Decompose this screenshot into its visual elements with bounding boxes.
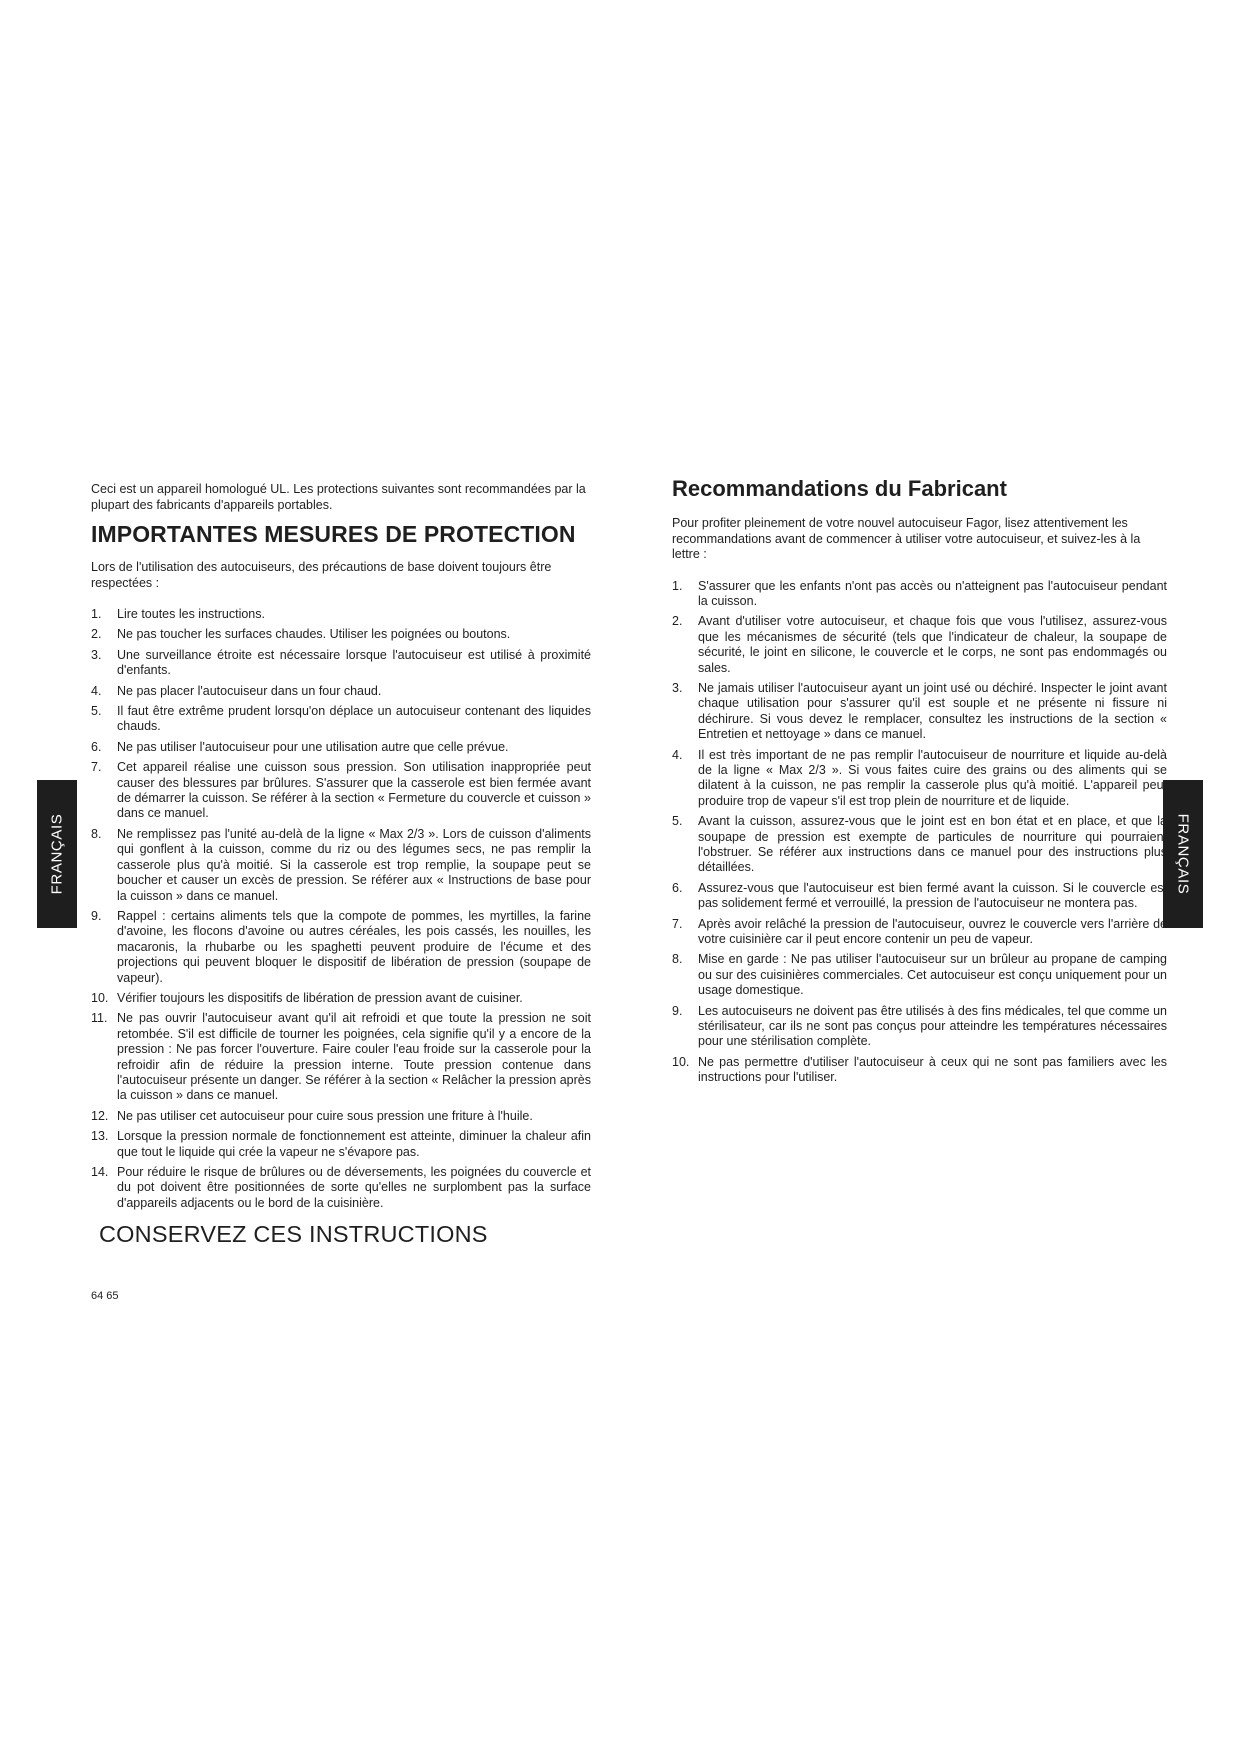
list-item-text: Cet appareil réalise une cuisson sous pression. Son utilisation inappropriée peut causer des blessures par brûlures. S'assurer que la casserole est bien fermée avant de démarrer la cuisson. Se référer à la section « Fermeture du couvercle et cuisson » dans ce manuel. xyxy=(117,760,591,821)
language-tab-label: FRANÇAIS xyxy=(1174,813,1192,895)
list-item xyxy=(91,760,591,822)
safeguards-list xyxy=(91,607,591,1211)
list-item-text: Ne pas placer l'autocuiseur dans un four chaud. xyxy=(117,683,382,698)
list-item xyxy=(91,648,591,679)
list-item xyxy=(672,917,1167,948)
list-item-number: 9. xyxy=(91,908,102,923)
list-item-text: Lire toutes les instructions. xyxy=(117,607,265,621)
list-item-text: Ne pas utiliser l'autocuiseur pour une utilisation autre que celle prévue. xyxy=(117,739,509,754)
list-item xyxy=(91,1129,591,1160)
save-instructions-heading: CONSERVEZ CES INSTRUCTIONS xyxy=(99,1221,488,1248)
list-item-text: Rappel : certains aliments tels que la compote de pommes, les myrtilles, la farine d'avoine, les flocons d'avoine ou autres céréales, les pois cassés, les nouilles, les macaronis, la rhubarbe ou les spaghetti peuvent produire de l'écume et des projections qui peuvent bloquer le dispositif de libération de pression (soupape de vapeur). xyxy=(117,908,591,985)
list-item-number: 1. xyxy=(672,578,683,593)
list-item-text: Avant la cuisson, assurez-vous que le joint est en bon état et en place, et que la soupape de pression est exempte de particules de nourriture qui pourraient l'obstruer. Se référer aux instructions dans ce manuel pour des instructions plus détaillées. xyxy=(698,814,1167,875)
list-item-number: 10. xyxy=(672,1054,690,1069)
ul-notice: Ceci est un appareil homologué UL. Les protections suivantes sont recommandées par la plupart des fabricants d'appareils portables. xyxy=(91,482,586,512)
list-item-text: Ne pas toucher les surfaces chaudes. Utiliser les poignées ou boutons. xyxy=(117,627,511,642)
list-item xyxy=(672,681,1167,743)
list-item xyxy=(672,1055,1167,1086)
list-item-text: Les autocuiseurs ne doivent pas être utilisés à des fins médicales, tel que comme un stérilisateur, car ils ne sont pas conçus pour atteindre les températures nécessaires pour une stérilisation complète. xyxy=(698,1003,1168,1049)
list-item-number: 1. xyxy=(91,607,102,621)
list-item-number: 2. xyxy=(91,627,102,642)
list-item-text: Pour réduire le risque de brûlures ou de déversements, les poignées du couvercle et du pot doivent être positionnées de sorte qu'elles ne surplombent pas la surface d'appareils adjacents ou le bord de la cuisinière. xyxy=(117,1165,591,1210)
list-item xyxy=(91,607,591,622)
list-item-number: 4. xyxy=(672,747,683,762)
list-item xyxy=(672,952,1167,998)
safeguards-heading: IMPORTANTES MESURES DE PROTECTION xyxy=(91,521,576,547)
list-item-number: 8. xyxy=(672,952,683,967)
list-item-number: 10. xyxy=(91,990,109,1005)
list-item xyxy=(91,1109,591,1124)
list-item-number: 5. xyxy=(91,704,102,719)
list-item-number: 11. xyxy=(91,1011,108,1026)
list-item xyxy=(672,814,1167,876)
page-numbers: 64 65 xyxy=(91,1290,119,1302)
language-tab-label: FRANÇAIS xyxy=(48,813,66,895)
list-item-text: Ne jamais utiliser l'autocuiseur ayant un joint usé ou déchiré. Inspecter le joint avant chaque utilisation pour s'assurer qu'il est souple et ne présente ni fissure ni déchirure. Si vous devez le remplacer, consultez les instructions de la section « Entretien et nettoyage » dans ce manuel. xyxy=(698,680,1167,742)
list-item-text: Lorsque la pression normale de fonctionnement est atteinte, diminuer la chaleur afin que tout le liquide qui crée la vapeur ne s'évapore pas. xyxy=(117,1129,591,1159)
list-item-number: 14. xyxy=(91,1165,109,1179)
list-item xyxy=(91,704,591,735)
list-item-number: 3. xyxy=(91,647,102,662)
list-item-number: 5. xyxy=(672,814,683,829)
list-item xyxy=(91,684,591,699)
list-item-number: 3. xyxy=(672,680,683,695)
list-item xyxy=(672,748,1167,810)
recommendations-list xyxy=(672,579,1167,1086)
list-item-number: 4. xyxy=(91,683,102,698)
list-item-text: Vérifier toujours les dispositifs de libération de pression avant de cuisiner. xyxy=(117,990,523,1005)
list-item-text: Ne pas utiliser cet autocuiseur pour cuire sous pression une friture à l'huile. xyxy=(117,1108,533,1123)
list-item-number: 9. xyxy=(672,1003,683,1018)
language-tab-right xyxy=(1163,780,1203,928)
list-item-text: Ne remplissez pas l'unité au-delà de la ligne « Max 2/3 ». Lors de cuisson d'aliments qui gonflent à la cuisson, comme du riz ou des légumes secs, ne pas remplir la casserole plus qu'à moitié. Si la casserole est trop remplie, la soupape peut se boucher et causer un excès de pression. Se référer aux « Instructions de base pour la cuisson » dans ce manuel. xyxy=(117,826,591,903)
safeguards-lead: Lors de l'utilisation des autocuiseurs, des précautions de base doivent toujours être respectées : xyxy=(91,560,552,590)
list-item-number: 2. xyxy=(672,614,683,629)
list-item xyxy=(91,740,591,755)
list-item-text: Avant d'utiliser votre autocuiseur, et chaque fois que vous l'utilisez, assurez-vous que les mécanismes de sécurité (tels que l'indicateur de chaleur, la soupape de sécurité, le joint en silicone, le couvercle et le corps, ne sont pas endommagés ou sales. xyxy=(698,614,1167,675)
list-item-text: Ne pas ouvrir l'autocuiseur avant qu'il ait refroidi et que toute la pression ne soit retombée. S'il est difficile de tourner les poignées, cela signifie qu'il y a encore de la pression : Ne pas forcer l'ouverture. Faire couler l'eau froide sur la casserole pour la refroidir afin de réduire la pression interne. Toute pression contenue dans l'autocuiseur présente un danger. Se référer à la section « Relâcher la pression après la cuisson » dans ce manuel. xyxy=(117,1011,591,1103)
list-item-number: 6. xyxy=(672,880,683,895)
list-item xyxy=(91,1011,591,1103)
list-item xyxy=(672,881,1167,912)
list-item xyxy=(91,909,591,986)
list-item-number: 13. xyxy=(91,1129,109,1144)
list-item xyxy=(672,614,1167,676)
list-item xyxy=(91,827,591,904)
list-item-text: Assurez-vous que l'autocuiseur est bien fermé avant la cuisson. Si le couvercle est pas solidement fermé et verrouillé, la pression de l'autocuiseur ne montera pas. xyxy=(698,880,1167,911)
list-item-text: Il est très important de ne pas remplir l'autocuiseur de nourriture et liquide au-delà de la ligne « Max 2/3 ». Si vous faites cuire des grains ou des aliments qui se dilatent à la cuisson, ne pas remplir la casserole plus qu'à moitié. L'appareil peut produire trop de vapeur s'il est trop plein de nourriture et de liquide. xyxy=(698,747,1167,808)
list-item-text: Une surveillance étroite est nécessaire lorsque l'autocuiseur est utilisé à proximité d'enfants. xyxy=(117,647,591,678)
right-page-column xyxy=(672,476,1167,1091)
list-item-text: Ne pas permettre d'utiliser l'autocuiseur à ceux qui ne sont pas familiers avec les instructions pour l'utiliser. xyxy=(698,1054,1167,1085)
recommendations-heading: Recommandations du Fabricant xyxy=(672,476,1007,501)
list-item xyxy=(672,1004,1167,1050)
list-item-text: Mise en garde : Ne pas utiliser l'autocuiseur sur un brûleur au propane de camping ou sur des cuisinières commerciales. Cet autocuiseur est conçu uniquement pour un usage domestique. xyxy=(698,952,1167,998)
list-item-text: S'assurer que les enfants n'ont pas accès ou n'atteignent pas l'autocuiseur pendant la cuisson. xyxy=(698,578,1167,608)
list-item xyxy=(91,1165,591,1211)
list-item-text: Après avoir relâché la pression de l'autocuiseur, ouvrez le couvercle vers l'arrière de votre cuisinière car il peut encore contenir un peu de vapeur. xyxy=(698,916,1167,947)
list-item xyxy=(91,991,591,1006)
list-item-number: 6. xyxy=(91,739,102,754)
left-page-column xyxy=(91,482,591,1248)
list-item-text: Il faut être extrême prudent lorsqu'on déplace un autocuiseur contenant des liquides chauds. xyxy=(117,704,591,734)
list-item-number: 8. xyxy=(91,826,102,841)
list-item xyxy=(91,627,591,642)
list-item-number: 7. xyxy=(672,916,683,931)
language-tab-left xyxy=(37,780,77,928)
recommendations-intro: Pour profiter pleinement de votre nouvel autocuiseur Fagor, lisez attentivement les recommandations avant de commencer à utiliser votre autocuiseur, et suivez-les à la lettre : xyxy=(672,516,1141,561)
list-item-number: 7. xyxy=(91,760,102,775)
list-item xyxy=(672,579,1167,610)
list-item-number: 12. xyxy=(91,1108,109,1123)
